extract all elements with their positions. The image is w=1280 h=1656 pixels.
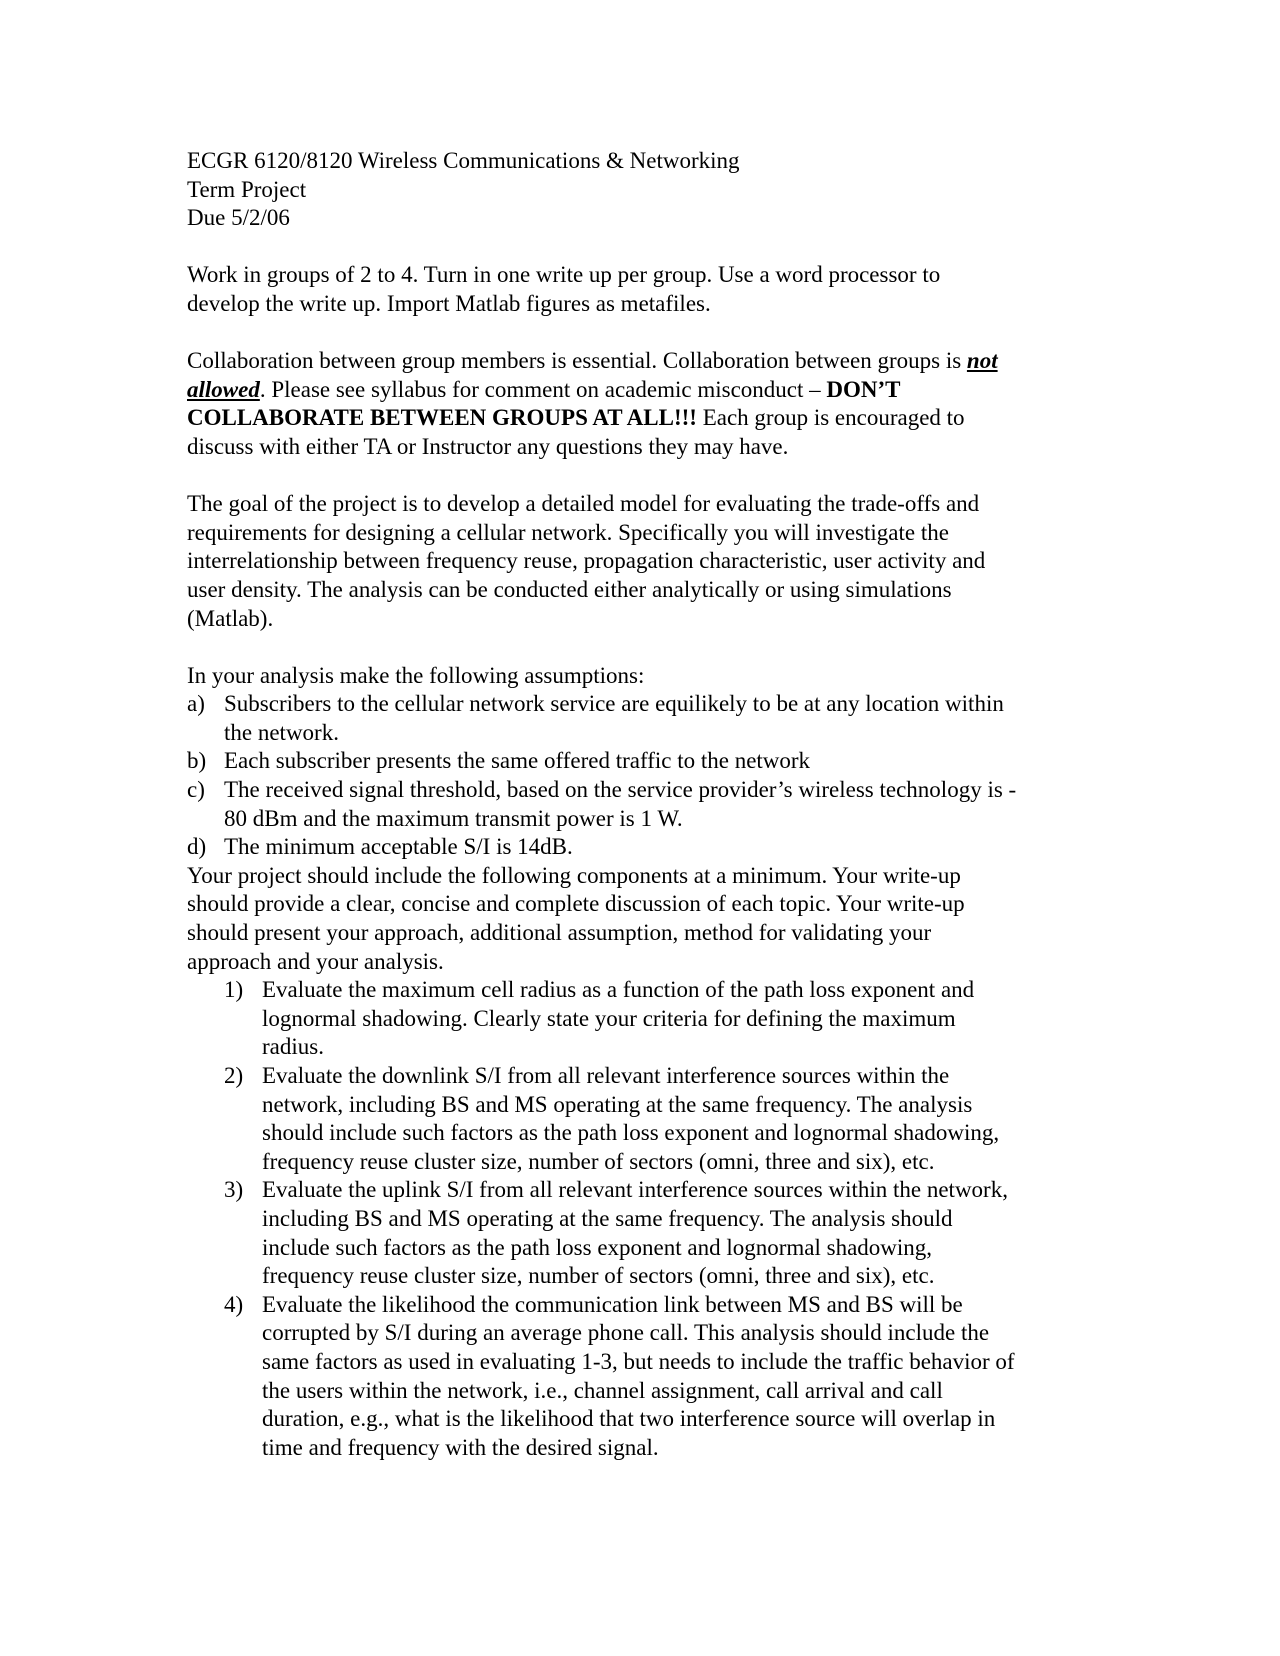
- text-line: the users within the network, i.e., channel assignment, call arrival and call: [262, 1377, 943, 1403]
- list-marker: a): [187, 691, 205, 717]
- text-line: discuss with either TA or Instructor any questions they may have.: [187, 433, 789, 459]
- text-line: The goal of the project is to develop a detailed model for evaluating the trade-offs and: [187, 491, 980, 517]
- spacer: [187, 319, 1087, 348]
- spacer: [187, 233, 1087, 262]
- text-run: . Please see syllabus for comment on academic misconduct –: [259, 376, 827, 402]
- text-line: Your project should include the following components at a minimum. Your write-up: [187, 862, 961, 888]
- text-line: should present your approach, additional assumption, method for validating your: [187, 920, 932, 946]
- course-title: ECGR 6120/8120 Wireless Communications & Networking: [187, 148, 740, 173]
- text-line: Work in groups of 2 to 4. Turn in one write up per group. Use a word processor to: [187, 262, 941, 288]
- list-item: [224, 1291, 1087, 1463]
- goal-paragraph: [187, 490, 1087, 633]
- emphasis-not: not: [966, 348, 998, 374]
- text-line: The received signal threshold, based on the service provider’s wireless technology is -: [224, 777, 1017, 803]
- due-date: Due 5/2/06: [187, 205, 290, 231]
- text-line: same factors as used in evaluating 1-3, but needs to include the traffic behavior of: [262, 1348, 1015, 1374]
- text-line: should include such factors as the path loss exponent and lognormal shadowing,: [262, 1120, 1000, 1146]
- text-line: Evaluate the uplink S/I from all relevant interference sources within the network,: [262, 1177, 1008, 1203]
- text-line: lognormal shadowing. Clearly state your criteria for defining the maximum: [262, 1005, 956, 1031]
- text-line: Evaluate the likelihood the communication link between MS and BS will be: [262, 1291, 963, 1317]
- list-marker: 4): [224, 1291, 244, 1317]
- list-item: [187, 833, 1087, 862]
- list-item: [187, 747, 1087, 776]
- emphasis-allowed: allowed: [187, 376, 260, 402]
- list-marker: c): [187, 777, 205, 803]
- text-line: should provide a clear, concise and complete discussion of each topic. Your write-up: [187, 891, 965, 917]
- text-line: [187, 404, 1087, 433]
- text-line: develop the write up. Import Matlab figures as metafiles.: [187, 290, 711, 316]
- text-line: 80 dBm and the maximum transmit power is 1 W.: [224, 805, 683, 831]
- list-marker: 1): [224, 977, 244, 1003]
- text-line: frequency reuse cluster size, number of sectors (omni, three and six), etc.: [262, 1263, 935, 1289]
- warning-bold: DON’T: [826, 376, 901, 402]
- text-line: time and frequency with the desired signal.: [262, 1434, 659, 1460]
- text-line: The minimum acceptable S/I is 14dB.: [224, 834, 573, 860]
- text-line: corrupted by S/I during an average phone call. This analysis should include the: [262, 1320, 990, 1346]
- text-line: include such factors as the path loss exponent and lognormal shadowing,: [262, 1234, 933, 1260]
- list-item: [187, 776, 1087, 833]
- list-marker: 3): [224, 1177, 244, 1203]
- list-item: [224, 976, 1087, 1062]
- text-line: user density. The analysis can be conducted either analytically or using simulations: [187, 576, 952, 602]
- text-line: requirements for designing a cellular network. Specifically you will investigate the: [187, 519, 949, 545]
- text-line: [187, 347, 1087, 376]
- warning-bold: COLLABORATE BETWEEN GROUPS AT ALL!!!: [187, 405, 697, 431]
- list-item: [224, 1176, 1087, 1290]
- text-line: frequency reuse cluster size, number of sectors (omni, three and six), etc.: [262, 1148, 935, 1174]
- assumptions-intro: In your analysis make the following assumptions:: [187, 662, 645, 688]
- list-item: [187, 690, 1087, 747]
- text-line: approach and your analysis.: [187, 948, 444, 974]
- components-paragraph: [187, 862, 1087, 976]
- text-line: duration, e.g., what is the likelihood that two interference source will overlap in: [262, 1406, 996, 1432]
- collaboration-paragraph: [187, 347, 1087, 461]
- text-line: Each subscriber presents the same offered traffic to the network: [224, 748, 811, 774]
- text-line: radius.: [262, 1034, 324, 1060]
- list-item: [224, 1062, 1087, 1176]
- list-marker: b): [187, 748, 207, 774]
- text-line: [187, 376, 1087, 405]
- groups-paragraph: [187, 261, 1087, 318]
- spacer: [187, 462, 1087, 491]
- text-run: Each group is encouraged to: [696, 405, 965, 431]
- text-line: the network.: [224, 719, 339, 745]
- text-line: (Matlab).: [187, 605, 274, 631]
- text-line: Evaluate the maximum cell radius as a function of the path loss exponent and: [262, 977, 975, 1003]
- header-block: [187, 147, 1087, 233]
- list-marker: d): [187, 834, 207, 860]
- text-line: Evaluate the downlink S/I from all relevant interference sources within the: [262, 1063, 950, 1088]
- project-title: Term Project: [187, 176, 307, 202]
- text-line: interrelationship between frequency reuse, propagation characteristic, user activity and: [187, 548, 986, 574]
- text-run: Collaboration between group members is essential. Collaboration between groups is: [187, 348, 967, 374]
- tasks-list: [187, 976, 1087, 1462]
- spacer: [187, 633, 1087, 662]
- text-line: network, including BS and MS operating at the same frequency. The analysis: [262, 1091, 973, 1117]
- assumptions-list: [187, 690, 1087, 862]
- list-marker: 2): [224, 1063, 244, 1088]
- document-body: [187, 147, 1087, 1462]
- text-line: Subscribers to the cellular network service are equilikely to be at any location within: [224, 691, 1004, 717]
- text-line: including BS and MS operating at the same frequency. The analysis should: [262, 1205, 953, 1231]
- assumptions-section: [187, 662, 1087, 862]
